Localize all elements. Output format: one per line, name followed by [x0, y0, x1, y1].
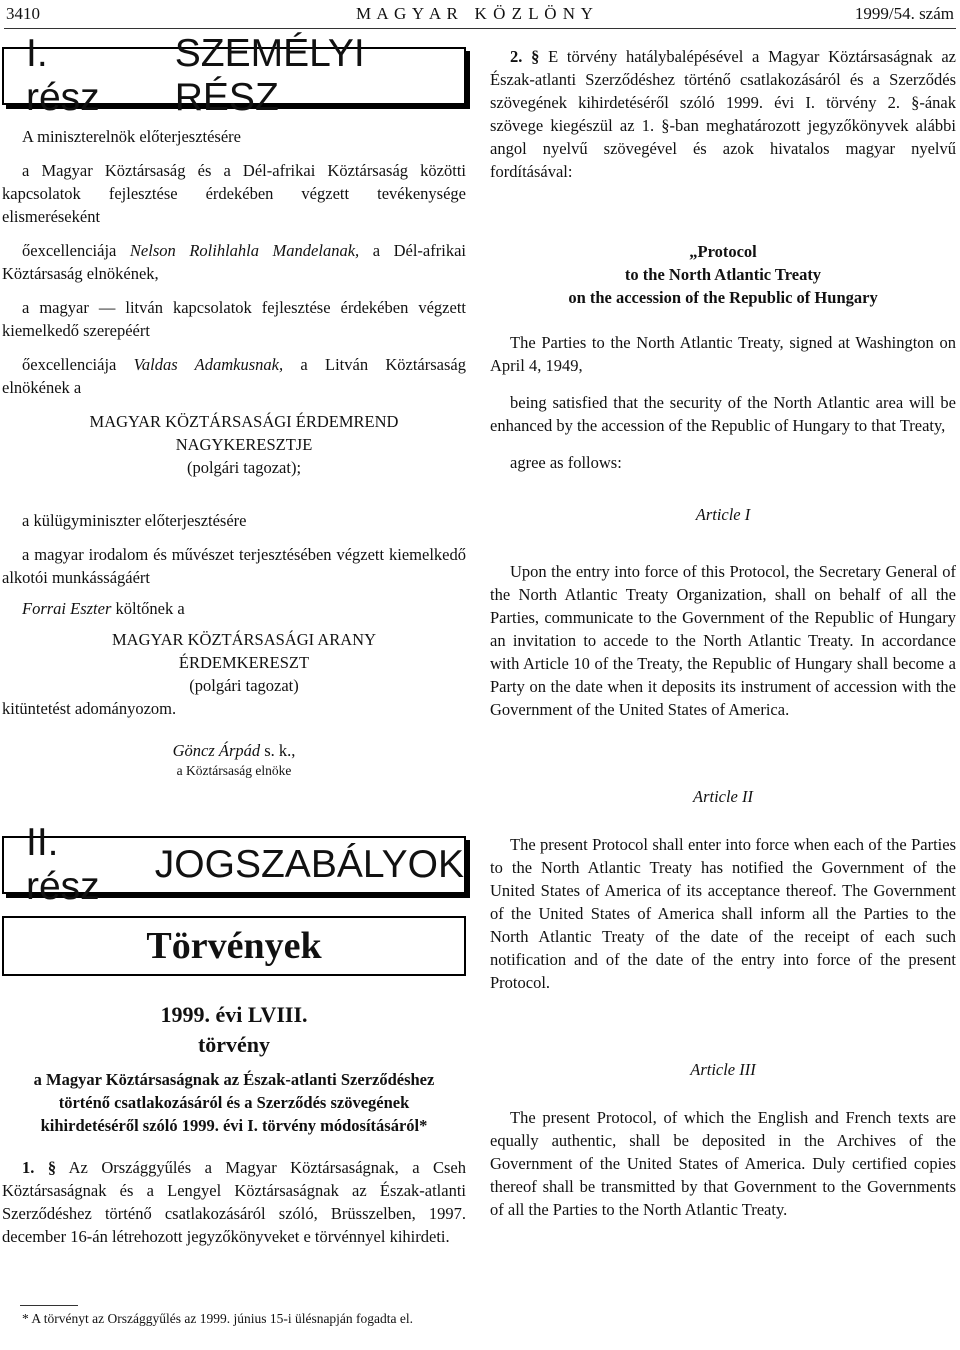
signature: Göncz Árpád s. k., a Köztársaság elnöke	[2, 739, 466, 780]
issue-number: 1999/54. szám	[854, 4, 954, 23]
paragraph: a Magyar Köztársaság és a Dél-afrikai Köztársaság közötti kapcsolatok fejlesztése érdekében végzett tevékenysége elismeréseként	[2, 161, 466, 226]
law-title: a Magyar Köztársaságnak az Észak-atlanti Szerződéshez történő csatlakozásáról és a Szerződés szövegének kihirdetéséről szóló 1999. évi I. törvény módosításáról*	[33, 1070, 435, 1135]
section-number: 2. §	[510, 47, 540, 66]
section-title: Törvények	[146, 925, 322, 967]
footnote: * A törvényt az Országgyűlés az 1999. június 15-i ülésnapján fogadta el.	[22, 1311, 414, 1326]
article-heading: Article II	[692, 787, 753, 806]
part2-heading-box	[2, 821, 466, 908]
part1-body	[2, 125, 466, 780]
law-number: 1999. évi LVIII.	[160, 1002, 308, 1027]
award-block: MAGYAR KÖZTÁRSASÁGI ÉRDEMREND NAGYKERESZTJE (polgári tagozat);	[89, 412, 399, 477]
paragraph: The Parties to the North Atlantic Treaty, signed at Washington on April 4, 1949,	[490, 333, 956, 375]
part1-title: SZEMÉLYI RÉSZ	[174, 32, 365, 119]
paragraph: kitüntetést adományozom.	[2, 699, 177, 718]
part1-label: I. rész	[26, 32, 100, 119]
section-box	[2, 916, 466, 976]
signer-name: Göncz Árpád	[172, 741, 261, 760]
header-rule	[4, 28, 956, 29]
part1-heading-box	[2, 32, 466, 119]
paragraph: a magyar irodalom és művészet terjesztésében végzett kiemelkedő alkotói munkásságáért	[2, 545, 466, 587]
award-block: MAGYAR KÖZTÁRSASÁGI ARANY ÉRDEMKERESZT (polgári tagozat)	[111, 630, 377, 695]
protocol-title: „Protocol to the North Atlantic Treaty on the accession of the Republic of Hungary	[568, 242, 878, 307]
paragraph: a magyar — litván kapcsolatok fejlesztése érdekében végzett kiemelkedő szerepéért	[2, 298, 466, 340]
paragraph: a külügyminiszter előterjesztésére	[22, 511, 247, 530]
page-number: 3410	[6, 4, 40, 23]
paragraph: Forrai Eszter költőnek a	[22, 599, 185, 618]
section-number: 1. §	[22, 1158, 57, 1177]
paragraph: being satisfied that the security of the North Atlantic area will be enhanced by the accession of the Republic of Hungary to that Treaty,	[490, 393, 956, 435]
person-name: Forrai Eszter	[22, 599, 112, 618]
signer-title: a Köztársaság elnöke	[176, 763, 292, 778]
paragraph: őexcellenciája Nelson Rolihlahla Mandelanak, a Dél-afrikai Köztársaság elnökének,	[2, 241, 466, 283]
person-name: Nelson Rolihlahla Mandelanak,	[129, 241, 360, 260]
paragraph: 1. § Az Országgyűlés a Magyar Köztársaságnak, a Cseh Köztársaságnak és a Lengyel Köztársaságnak az Észak-atlanti Szerződéshez történő csatlakozásáról szóló, Brüsszelben, 1997. december 16-án létrehozott jegyzőkönyveket e törvénnyel kihirdeti.	[2, 1158, 466, 1246]
part2-body	[2, 1000, 466, 1248]
person-name: Valdas Adamkusnak,	[133, 355, 284, 374]
part2-label: II. rész	[26, 821, 100, 908]
paragraph: őexcellenciája Valdas Adamkusnak, a Litván Köztársaság elnökének a	[2, 355, 466, 397]
paragraph: agree as follows:	[510, 453, 622, 472]
right-column	[490, 45, 956, 1221]
paragraph: The present Protocol, of which the English and French texts are equally authentic, shall be deposited in the Archives of the Government of the United States of America. Duly certified copies thereof shall be transmitted by that Government to the Governments of all the Parties to the North Atlantic Treaty.	[490, 1108, 956, 1219]
article-heading: Article III	[690, 1060, 756, 1079]
article-heading: Article I	[695, 505, 751, 524]
paragraph: The present Protocol shall enter into force when each of the Parties to the North Atlantic Treaty has notified the Government of the United States of America of its acceptance thereof. The Government of the United States of America shall inform all the Parties to the North Atlantic Treaty of the date of the receipt of each such notification and of the date of the entry into force of the present Protocol.	[490, 835, 956, 992]
law-word: törvény	[197, 1032, 271, 1057]
paragraph: 2. § E törvény hatálybalépésével a Magyar Köztársaságnak az Észak-atlanti Szerződéshez történő csatlakozásáról és a Szerződés szövegének kihirdetéséről szóló 1999. évi I. törvény 2. §-ának szövege kiegészül az 1. §-ban meghatározott jegyzőkönyvek alábbi angol nyelvű szövegével és azok hivatalos magyar nyelvű fordításával:	[490, 47, 956, 181]
page-header	[6, 4, 954, 26]
paragraph: A miniszterelnök előterjesztésére	[22, 127, 241, 146]
footnote-rule	[20, 1305, 78, 1306]
journal-title: M A G Y A R K Ö Z L Ö N Y	[356, 4, 594, 23]
part2-title: JOGSZABÁLYOK	[154, 843, 464, 886]
paragraph: Upon the entry into force of this Protocol, the Secretary General of the North Atlantic Treaty Organization, shall on behalf of all the Parties, communicate to the Government of the Republic of Hungary an invitation to accede to the North Atlantic Treaty. In accordance with Article 10 of the Treaty, the Republic of Hungary shall become a Party on the date when it deposits its instrument of accession with the Government of the United States of America.	[490, 562, 956, 719]
